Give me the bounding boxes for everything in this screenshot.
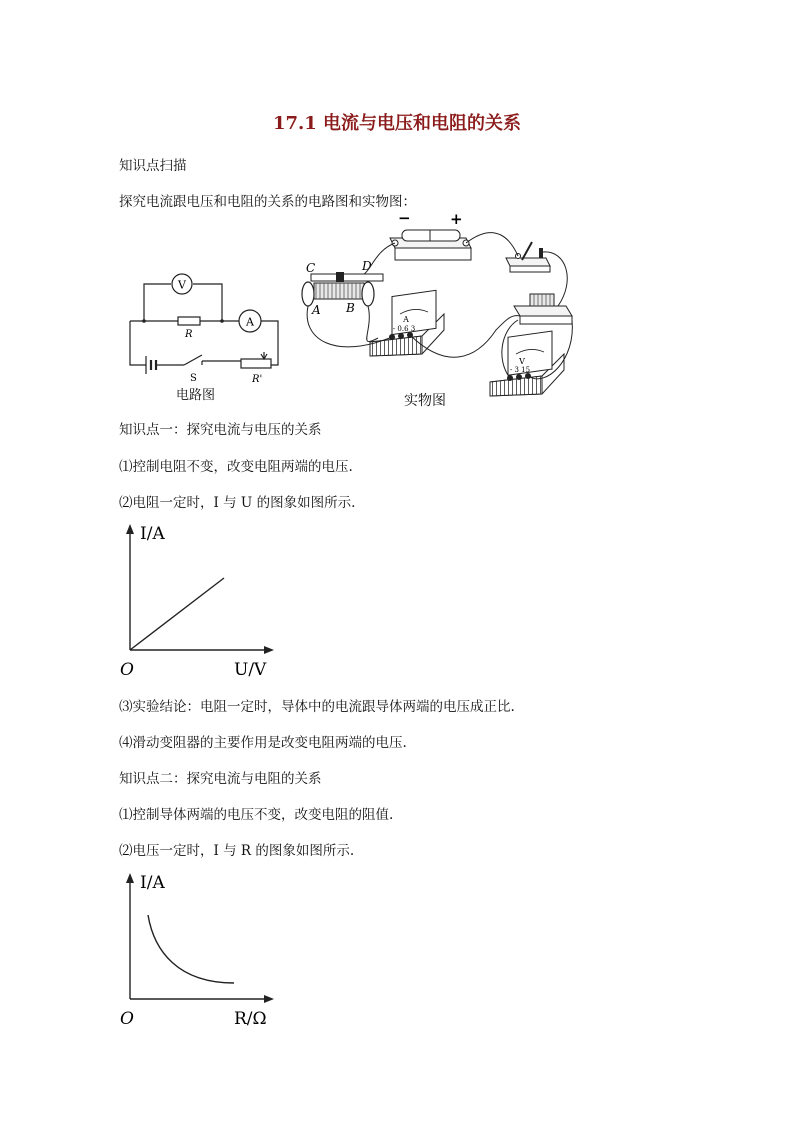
graph2-origin: O <box>120 1009 134 1029</box>
graph2-x-label: R/Ω <box>234 1009 267 1029</box>
voltmeter-device <box>490 331 564 396</box>
point1-item1: ⑴控制电阻不变，改变电阻两端的电压. <box>119 459 353 475</box>
battery-minus-sign: − <box>398 209 411 227</box>
circuit-caption: 电路图 <box>176 388 216 403</box>
resistor-symbol <box>178 317 200 325</box>
point1-item4: ⑷滑动变阻器的主要作用是改变电阻两端的电压. <box>119 735 407 751</box>
intro-text: 探究电流跟电压和电阻的关系的电路图和实物图： <box>119 194 416 210</box>
graph-i-r-curve <box>148 915 234 983</box>
page-title: 17.1 电流与电压和电阻的关系 <box>272 113 522 134</box>
voltmeter-device-scale: - 3 15 <box>509 366 531 374</box>
battery-box <box>390 230 471 260</box>
voltmeter-device-letter: V <box>519 357 525 366</box>
graph2-y-label: I/A <box>140 873 165 893</box>
x-axis-arrow <box>264 995 274 1003</box>
graph-i-u <box>118 522 288 680</box>
rheostat-symbol <box>241 359 271 368</box>
rheostat-terminal-c: C <box>306 261 316 275</box>
ammeter-label: A <box>246 315 254 329</box>
point2-item1: ⑴控制导体两端的电压不变，改变电阻的阻值. <box>119 807 394 823</box>
point1-item3: ⑶实验结论：电阻一定时，导体中的电流跟导体两端的电压成正比. <box>119 699 515 715</box>
section-heading: 知识点扫描 <box>119 158 187 174</box>
voltmeter-label: V <box>178 278 186 292</box>
x-axis-arrow <box>264 646 274 654</box>
rheostat-terminal-d: D <box>362 259 372 273</box>
y-axis-arrow <box>126 524 134 534</box>
battery-plus-sign: + <box>450 210 463 228</box>
ammeter-device-scale: - 0.6 3 <box>392 325 416 333</box>
point1-item2: ⑵电阻一定时，I 与 U 的图象如图所示. <box>119 495 356 511</box>
physical-caption: 实物图 <box>404 393 446 409</box>
switch-symbol <box>184 355 202 365</box>
point1-heading: 知识点一：探究电流与电压的关系 <box>119 422 322 438</box>
graph1-x-label: U/V <box>234 660 267 680</box>
rheostat-terminal-a: A <box>312 303 321 317</box>
graph1-origin: O <box>120 660 134 680</box>
point2-item2: ⑵电压一定时，I 与 R 的图象如图所示. <box>119 843 355 859</box>
physical-diagram <box>296 210 591 390</box>
graph1-y-label: I/A <box>140 524 165 544</box>
y-axis-arrow <box>126 873 134 883</box>
resistor-label: R <box>185 329 193 340</box>
ammeter-device-letter: A <box>403 315 409 324</box>
graph-i-u-line <box>130 578 224 650</box>
rheostat-terminal-b: B <box>346 301 355 315</box>
circuit-diagram <box>122 270 297 385</box>
point2-heading: 知识点二：探究电流与电阻的关系 <box>119 771 322 787</box>
graph-i-r <box>118 871 288 1029</box>
fixed-resistor-device <box>514 294 572 324</box>
rheostat-device <box>302 272 383 306</box>
rheostat-label: R' <box>252 374 263 385</box>
battery-symbol <box>146 356 156 374</box>
switch-label: S <box>190 373 197 384</box>
